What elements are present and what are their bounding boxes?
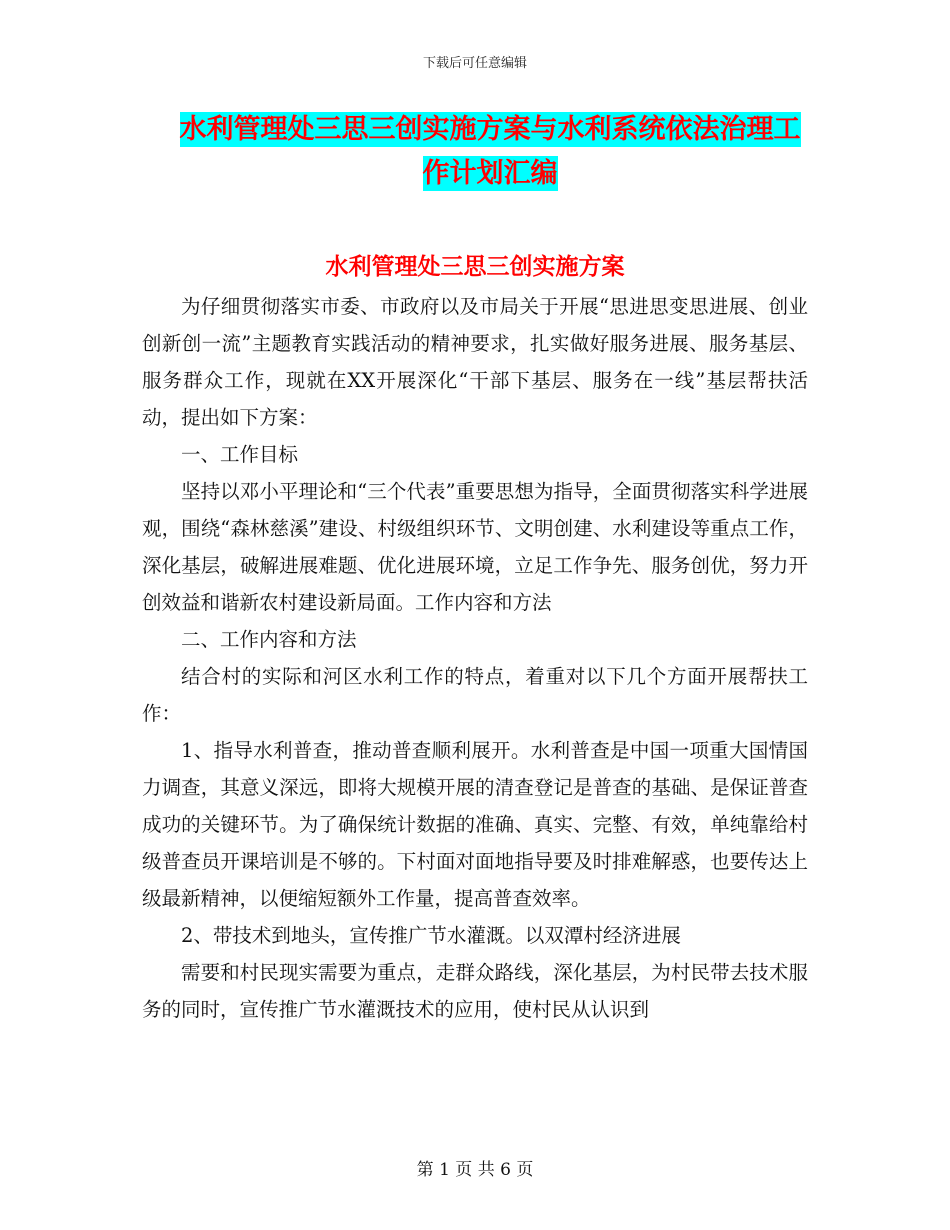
document-body (142, 288, 808, 1028)
paragraph-item-2: 2、带技术到地头，宣传推广节水灌溉。以双潭村经济进展 (181, 924, 681, 947)
document-title (140, 108, 840, 196)
paragraph-goals: 坚持以邓小平理论和“三个代表”重要思想为指导，全面贯彻落实科学进展观，围绕“森林慈溪”建设、村级组织环节、文明创建、水利建设等重点工作，深化基层，破解进展难题、优化进展环境，立足工作争先、服务创优，努力开创效益和谐新农村建设新局面。工作内容和方法 (142, 480, 808, 614)
section-title: 水利管理处三思三创实施方案 (325, 254, 625, 280)
heading-work-goals: 一、工作目标 (181, 443, 299, 466)
paragraph-intro: 为仔细贯彻落实市委、市政府以及市局关于开展“思进思变思进展、创业创新创一流”主题教育实践活动的精神要求，扎实做好服务进展、服务基层、服务群众工作，现就在XX开展深化“干部下基层、服务在一线”基层帮扶活动，提出如下方案： (142, 295, 808, 429)
document-title-line-2: 作计划汇编 (422, 158, 558, 189)
document-title-line-1: 水利管理处三思三创实施方案与水利系统依法治理工 (179, 114, 801, 145)
page-number: 第 1 页 共 6 页 (416, 1160, 534, 1180)
page-header-note: 下载后可任意编辑 (422, 56, 527, 71)
paragraph-item-1: 1、指导水利普查，推动普查顺利展开。水利普查是中国一项重大国情国力调查，其意义深远，即将大规模开展的清查登记是普查的基础、是保证普查成功的关键环节。为了确保统计数据的准确、真实、完整、有效，单纯靠给村级普查员开课培训是不够的。下村面对面地指导要及时排难解惑，也要传达上级最新精神，以便缩短额外工作量，提高普查效率。 (142, 739, 808, 910)
paragraph-item-2-continued: 需要和村民现实需要为重点，走群众路线，深化基层，为村民带去技术服务的同时，宣传推广节水灌溉技术的应用，使村民从认识到 (142, 961, 808, 1021)
heading-work-content: 二、工作内容和方法 (181, 628, 357, 651)
paragraph-content-intro: 结合村的实际和河区水利工作的特点，着重对以下几个方面开展帮扶工作： (142, 665, 808, 725)
